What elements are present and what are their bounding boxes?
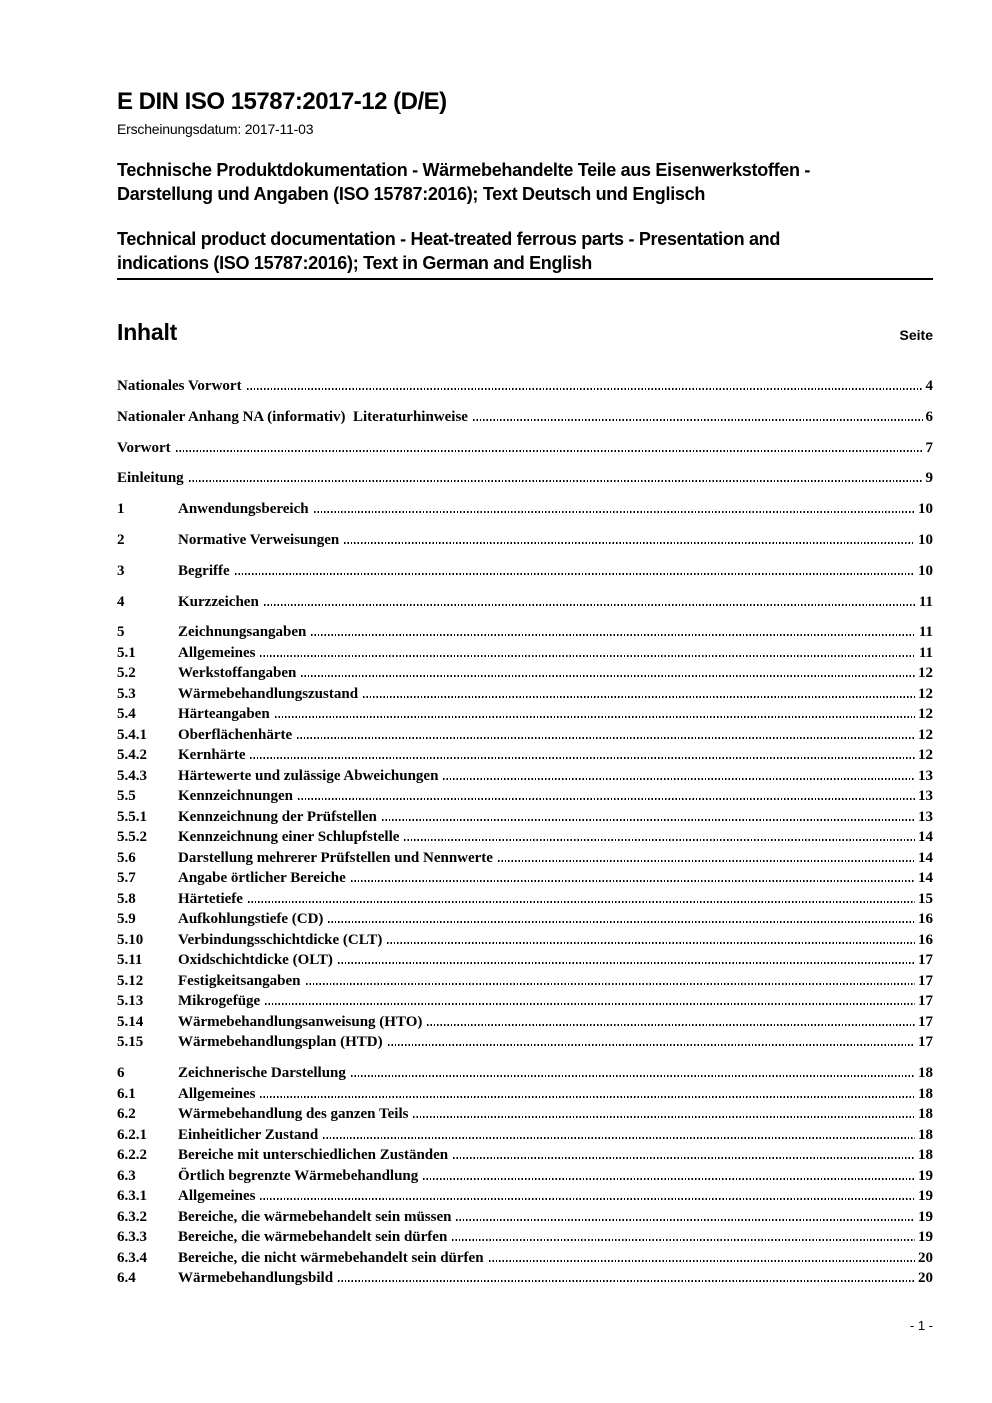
toc-entry-number: 4: [117, 593, 125, 610]
toc-entry-number: 5.1: [117, 644, 136, 661]
toc-entry-number: 5.12: [117, 972, 144, 989]
toc-leader-dots: [404, 839, 915, 841]
toc-entry: [117, 1063, 933, 1084]
toc-entry-number: 6.3.1: [117, 1188, 147, 1205]
toc-entry-title: Wärmebehandlungszustand: [178, 685, 359, 702]
toc-leader-dots: [427, 1024, 915, 1026]
toc-entry: [117, 827, 933, 848]
toc-leader-dots: [265, 1003, 915, 1005]
divider-rule: [117, 278, 933, 280]
toc-entry-page: 10: [918, 501, 933, 518]
toc-leader-dots: [452, 1239, 915, 1241]
toc-entry: [117, 766, 933, 787]
toc-group: [117, 438, 933, 459]
toc-entry-title: Aufkohlungstiefe (CD): [178, 911, 324, 928]
toc-entry-number: 5.6: [117, 849, 136, 866]
title-german: [117, 159, 933, 206]
toc-leader-dots: [473, 419, 923, 421]
toc-entry-page: 19: [918, 1208, 933, 1225]
toc-entry: [117, 971, 933, 992]
toc-entry-page: 16: [918, 931, 933, 948]
title-german-line: Technische Produktdokumentation - Wärmebehandelte Teile aus Eisenwerkstoffen -: [117, 160, 811, 180]
toc-entry: [117, 643, 933, 664]
toc-entry: [117, 1032, 933, 1053]
toc-leader-dots: [235, 573, 915, 575]
toc-leader-dots: [301, 675, 915, 677]
toc-leader-dots: [363, 696, 915, 698]
toc-group: [117, 561, 933, 582]
toc-group: [117, 376, 933, 397]
toc-entry-page: 17: [918, 952, 933, 969]
toc-entry-page: 19: [918, 1167, 933, 1184]
toc-entry-page: 11: [918, 624, 933, 641]
release-date-line: Erscheinungsdatum: 2017-11-03: [117, 121, 314, 137]
toc-entry-title: Vorwort: [117, 439, 171, 456]
toc-entry-number: 6.4: [117, 1270, 136, 1287]
toc-entry-page: 18: [918, 1126, 933, 1143]
toc-leader-dots: [314, 511, 915, 513]
toc-entry-page: 11: [918, 644, 933, 661]
toc-leader-dots: [453, 1157, 915, 1159]
toc-entry-page: 12: [918, 665, 933, 682]
toc-leader-dots: [423, 1178, 915, 1180]
toc-entry: [117, 622, 933, 643]
toc-entry-page: 11: [918, 593, 933, 610]
toc-entry-page: 4: [925, 378, 933, 394]
page-content: [117, 0, 933, 1289]
toc-entry: [117, 909, 933, 930]
toc-group: [117, 530, 933, 551]
toc-entry-page: 16: [918, 911, 933, 928]
toc-entry: [117, 807, 933, 828]
toc-entry-number: 5.4.3: [117, 767, 147, 784]
toc-entry-title: Nationaler Anhang NA (informativ) Literaturhinweise: [117, 408, 468, 425]
toc-entry-page: 18: [918, 1065, 933, 1082]
toc-entry-title: Normative Verweisungen: [178, 531, 340, 548]
toc-leader-dots: [297, 737, 915, 739]
toc-entry-number: 6: [117, 1065, 125, 1082]
toc-entry-number: 5.13: [117, 993, 144, 1010]
toc-entry-number: 6.3.4: [117, 1249, 147, 1266]
toc-leader-dots: [338, 962, 915, 964]
toc-leader-dots: [323, 1137, 915, 1139]
toc-entry-title: Angabe örtlicher Bereiche: [178, 870, 346, 887]
toc-header: [117, 319, 933, 346]
toc-entry-title: Anwendungsbereich: [178, 501, 309, 518]
toc-entry-title: Bereiche, die nicht wärmebehandelt sein dürfen: [178, 1249, 484, 1266]
toc-entry: [117, 1125, 933, 1146]
toc-leader-dots: [306, 983, 915, 985]
toc-entry-number: 6.2: [117, 1106, 136, 1123]
toc-entry-number: 6.2.1: [117, 1126, 147, 1143]
toc-leader-dots: [413, 1116, 915, 1118]
toc-entry-title: Kurzzeichen: [178, 593, 259, 610]
toc-entry-number: 5.5: [117, 788, 136, 805]
toc-entry-page: 10: [918, 531, 933, 548]
toc-group: [117, 468, 933, 489]
toc-entry-number: 5.4: [117, 706, 136, 723]
doc-number-heading: E DIN ISO 15787:2017-12 (D/E): [117, 88, 447, 115]
toc-entry: [117, 592, 933, 613]
toc-entry-page: 17: [918, 1013, 933, 1030]
toc-entry-title: Wärmebehandlung des ganzen Teils: [178, 1106, 409, 1123]
toc-entry-title: Allgemeines: [178, 1085, 256, 1102]
toc-entry-title: Bereiche, die wärmebehandelt sein müssen: [178, 1208, 452, 1225]
toc-entry-title: Festigkeitsangaben: [178, 972, 301, 989]
toc-entry-page: 6: [925, 408, 933, 425]
toc-entry-title: Härtewerte und zulässige Abweichungen: [178, 767, 439, 784]
toc-entry-title: Oberflächenhärte: [178, 726, 293, 743]
toc-entry: [117, 1145, 933, 1166]
toc-leader-dots: [311, 634, 915, 636]
title-german-line: Darstellung und Angaben (ISO 15787:2016); Text Deutsch und Englisch: [117, 183, 706, 204]
toc-leader-dots: [387, 942, 915, 944]
toc-entry-page: 18: [918, 1106, 933, 1123]
toc-entry: [117, 1186, 933, 1207]
toc-entry-page: 18: [918, 1085, 933, 1102]
toc-leader-dots: [248, 901, 915, 903]
toc-entry-number: 5.4.2: [117, 747, 147, 764]
toc-page-column-label: Seite: [899, 327, 933, 343]
toc-entry-page: 14: [918, 870, 933, 887]
toc-entry-page: 12: [918, 726, 933, 743]
toc-entry-page: 12: [918, 747, 933, 764]
toc-entry-number: 5.4.1: [117, 726, 147, 743]
toc-entry-number: 6.3.3: [117, 1229, 147, 1246]
toc-entry-title: Wärmebehandlungsplan (HTD): [178, 1034, 383, 1051]
toc-entry-title: Nationales Vorwort: [117, 378, 242, 394]
toc-leader-dots: [344, 542, 915, 544]
toc-entry-page: 14: [918, 829, 933, 846]
toc-leader-dots: [443, 778, 915, 780]
toc-entry-title: Einheitlicher Zustand: [178, 1126, 319, 1143]
toc-leader-dots: [489, 1260, 915, 1262]
toc-entry-title: Verbindungsschichtdicke (CLT): [178, 931, 383, 948]
toc-entry-title: Mikrogefüge: [178, 993, 261, 1010]
toc-entry-title: Kennzeichnungen: [178, 788, 294, 805]
toc-entry: [117, 1104, 933, 1125]
toc-entry-title: Allgemeines: [178, 644, 256, 661]
toc-entry: [117, 786, 933, 807]
toc-group: [117, 592, 933, 613]
toc-leader-dots: [250, 757, 915, 759]
toc-entry: [117, 468, 933, 489]
toc-entry-title: Kernhärte: [178, 747, 246, 764]
toc-entry-page: 12: [918, 706, 933, 723]
title-english-line: Technical product documentation - Heat-treated ferrous parts - Presentation and: [117, 229, 781, 249]
toc-entry: [117, 848, 933, 869]
toc-entry: [117, 1207, 933, 1228]
toc-leader-dots: [176, 450, 923, 452]
toc-entry: [117, 561, 933, 582]
toc-entry-page: 20: [918, 1270, 933, 1287]
toc-entry-number: 5.7: [117, 870, 136, 887]
toc-leader-dots: [388, 1044, 915, 1046]
toc-entry: [117, 1248, 933, 1269]
toc-leader-dots: [498, 860, 915, 862]
toc-entry-number: 5.2: [117, 665, 136, 682]
toc-entry-title: Einleitung: [117, 470, 184, 487]
toc-leader-dots: [260, 1198, 915, 1200]
toc-leader-dots: [351, 1075, 915, 1077]
toc-entry: [117, 376, 933, 397]
toc-leader-dots: [247, 388, 923, 390]
toc-leader-dots: [260, 655, 915, 657]
toc-entry-page: 15: [918, 890, 933, 907]
toc-entry-number: 6.3.2: [117, 1208, 147, 1225]
toc-entry-title: Bereiche, die wärmebehandelt sein dürfen: [178, 1229, 448, 1246]
toc-entry-page: 13: [918, 808, 933, 825]
toc-entry-page: 19: [918, 1188, 933, 1205]
toc-entry-title: Wärmebehandlungsanweisung (HTO): [178, 1013, 423, 1030]
table-of-contents: [117, 376, 933, 1289]
toc-entry-page: 7: [925, 439, 933, 456]
toc-entry: [117, 663, 933, 684]
toc-entry-title: Bereiche mit unterschiedlichen Zuständen: [178, 1147, 449, 1164]
toc-entry-number: 5.15: [117, 1034, 144, 1051]
toc-entry: [117, 889, 933, 910]
toc-entry-title: Härteangaben: [178, 706, 270, 723]
toc-entry: [117, 950, 933, 971]
title-english: [117, 228, 933, 275]
toc-entry-number: 2: [117, 531, 125, 548]
toc-entry-page: 17: [918, 993, 933, 1010]
toc-entry-title: Härtetiefe: [178, 890, 243, 907]
toc-entry-number: 5.8: [117, 890, 136, 907]
toc-entry-title: Begriffe: [178, 562, 230, 579]
toc-leader-dots: [351, 880, 915, 882]
toc-entry-title: Zeichnerische Darstellung: [178, 1065, 346, 1082]
toc-entry-title: Oxidschichtdicke (OLT): [178, 952, 333, 969]
toc-leader-dots: [328, 921, 915, 923]
toc-entry-number: 1: [117, 501, 125, 518]
toc-entry-title: Darstellung mehrerer Prüfstellen und Nennwerte: [178, 849, 493, 866]
toc-entry: [117, 1166, 933, 1187]
toc-entry-page: 13: [918, 767, 933, 784]
toc-leader-dots: [298, 798, 915, 800]
toc-entry-page: 20: [918, 1249, 933, 1266]
toc-entry-page: 18: [918, 1147, 933, 1164]
toc-entry: [117, 745, 933, 766]
toc-entry: [117, 930, 933, 951]
toc-entry-number: 5.11: [117, 952, 143, 969]
toc-entry: [117, 438, 933, 459]
toc-group: [117, 1063, 933, 1289]
toc-leader-dots: [260, 1096, 915, 1098]
toc-group: [117, 407, 933, 428]
toc-entry-page: 17: [918, 1034, 933, 1051]
toc-entry-page: 9: [925, 470, 933, 487]
toc-entry-number: 5.3: [117, 685, 136, 702]
footer-page-number: - 1 -: [909, 1318, 933, 1333]
toc-entry-title: Örtlich begrenzte Wärmebehandlung: [178, 1167, 419, 1184]
toc-leader-dots: [189, 480, 923, 482]
toc-leader-dots: [275, 716, 915, 718]
toc-entry: [117, 499, 933, 520]
toc-entry-title: Allgemeines: [178, 1188, 256, 1205]
toc-leader-dots: [456, 1219, 915, 1221]
toc-entry-number: 5.9: [117, 911, 136, 928]
toc-entry: [117, 704, 933, 725]
toc-entry: [117, 407, 933, 428]
toc-entry-number: 5.5.1: [117, 808, 147, 825]
toc-entry: [117, 1084, 933, 1105]
toc-leader-dots: [264, 604, 916, 606]
toc-group: [117, 499, 933, 520]
toc-entry: [117, 868, 933, 889]
toc-entry: [117, 1012, 933, 1033]
toc-entry-title: Werkstoffangaben: [178, 665, 297, 682]
toc-entry-page: 14: [918, 849, 933, 866]
toc-entry: [117, 1227, 933, 1248]
toc-entry-number: 5.10: [117, 931, 144, 948]
toc-entry-page: 12: [918, 685, 933, 702]
toc-entry-number: 5: [117, 624, 125, 641]
toc-entry: [117, 1268, 933, 1289]
toc-entry-page: 19: [918, 1229, 933, 1246]
toc-entry: [117, 684, 933, 705]
toc-entry-title: Wärmebehandlungsbild: [178, 1270, 334, 1287]
toc-entry-title: Kennzeichnung einer Schlupfstelle: [178, 829, 400, 846]
toc-group: [117, 622, 933, 1053]
toc-leader-dots: [382, 819, 915, 821]
toc-leader-dots: [338, 1280, 915, 1282]
title-english-line: indications (ISO 15787:2016); Text in German and English: [117, 252, 593, 273]
toc-entry-number: 3: [117, 562, 125, 579]
toc-entry-number: 6.1: [117, 1085, 136, 1102]
toc-entry: [117, 991, 933, 1012]
toc-entry-number: 6.2.2: [117, 1147, 147, 1164]
toc-entry-page: 13: [918, 788, 933, 805]
toc-entry-page: 17: [918, 972, 933, 989]
toc-entry-number: 5.5.2: [117, 829, 147, 846]
toc-entry: [117, 725, 933, 746]
toc-entry-page: 10: [918, 562, 933, 579]
toc-heading: Inhalt: [117, 319, 178, 345]
toc-entry-number: 5.14: [117, 1013, 144, 1030]
toc-entry-title: Kennzeichnung der Prüfstellen: [178, 808, 377, 825]
toc-entry-number: 6.3: [117, 1167, 136, 1184]
toc-entry-title: Zeichnungsangaben: [178, 624, 307, 641]
toc-entry: [117, 530, 933, 551]
